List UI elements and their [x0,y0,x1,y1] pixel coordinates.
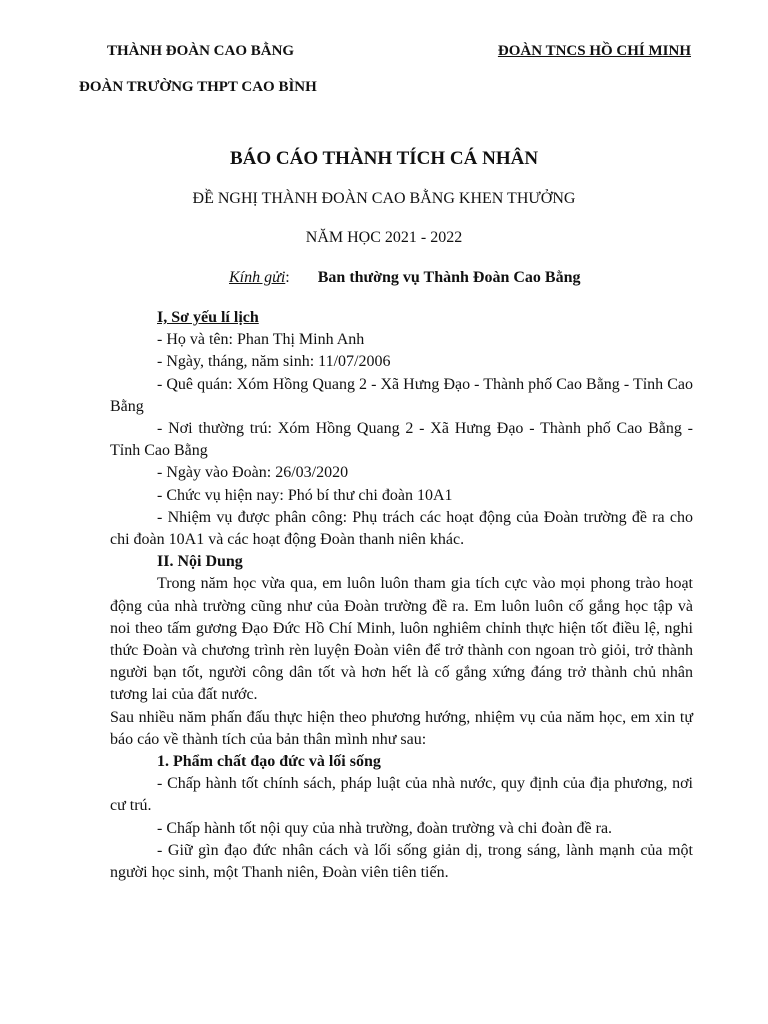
profile-join-date: - Ngày vào Đoàn: 26/03/2020 [157,464,349,482]
report-body [110,307,693,884]
profile-hometown: - Quê quán: Xóm Hồng Quang 2 - Xã Hưng Đạo - Thành phố Cao Bằng - Tỉnh Cao Bằng [110,375,693,415]
profile-residence: - Nơi thường trú: Xóm Hồng Quang 2 - Xã Hưng Đạo - Thành phố Cao Bằng - Tỉnh Cao Bằng [110,420,693,460]
org-left-line-2: ĐOÀN TRƯỜNG THPT CAO BÌNH [79,79,317,95]
conduct-item: - Chấp hành tốt chính sách, pháp luật của nhà nước, quy định của địa phương, nơi cư trú. [110,775,693,815]
org-left-line-1: THÀNH ĐOÀN CAO BẰNG [107,43,295,59]
recipient-value: Ban thường vụ Thành Đoàn Cao Bằng [317,269,581,286]
conduct-item: - Chấp hành tốt nội quy của nhà trường, đoàn trường và chi đoàn đề ra. [157,819,613,837]
section-1-heading: I, Sơ yếu lí lịch [157,309,259,326]
recipient-line [229,269,580,287]
report-subtitle-2: NĂM HỌC 2021 - 2022 [305,229,463,246]
section-2-heading: II. Nội Dung [157,553,243,571]
subsection-1-heading: 1. Phẩm chất đạo đức và lối sống [157,753,381,771]
content-paragraph-2: Sau nhiều năm phấn đấu thực hiện theo phương hướng, nhiệm vụ của năm học, em xin tự báo cáo về thành tích của bản thân mình như sau: [110,708,693,748]
profile-duties: - Nhiệm vụ được phân công: Phụ trách các hoạt động của Đoàn trường đề ra cho chi đoàn 10A1 và các hoạt động Đoàn thanh niên khác. [110,508,693,549]
profile-birthdate: - Ngày, tháng, năm sinh: 11/07/2006 [157,353,391,371]
org-right: ĐOÀN TNCS HỒ CHÍ MINH [497,43,691,59]
recipient-colon: : [285,269,290,286]
profile-position: - Chức vụ hiện nay: Phó bí thư chi đoàn 10A1 [157,486,453,504]
content-paragraph-1: Trong năm học vừa qua, em luôn luôn tham gia tích cực vào mọi phong trào hoạt động của nhà trường cũng như của Đoàn trường đề ra. Em luôn luôn cố gắng học tập và noi theo tấm gương Đạo Đức Hồ Chí Minh, luôn nghiêm chỉnh thực hiện tốt điều lệ, nghi thức Đoàn và chương trình rèn luyện Đoàn viên để trở thành con ngoan trò giỏi, trở thành người bạn tốt, người công dân tốt và hơn hết là cố gắng xứng đáng trở thành chủ nhân tương lai của đất nước. [110,575,693,704]
recipient-label: Kính gửi [229,269,286,286]
report-subtitle-1: ĐỀ NGHỊ THÀNH ĐOÀN CAO BẰNG KHEN THƯỞNG [192,190,576,207]
report-title: BÁO CÁO THÀNH TÍCH CÁ NHÂN [229,148,539,169]
profile-name: - Họ và tên: Phan Thị Minh Anh [157,331,365,349]
conduct-item: - Giữ gìn đạo đức nhân cách và lối sống giản dị, trong sáng, lành mạnh của một người học sinh, một Thanh niên, Đoàn viên tiên tiến. [110,841,693,882]
